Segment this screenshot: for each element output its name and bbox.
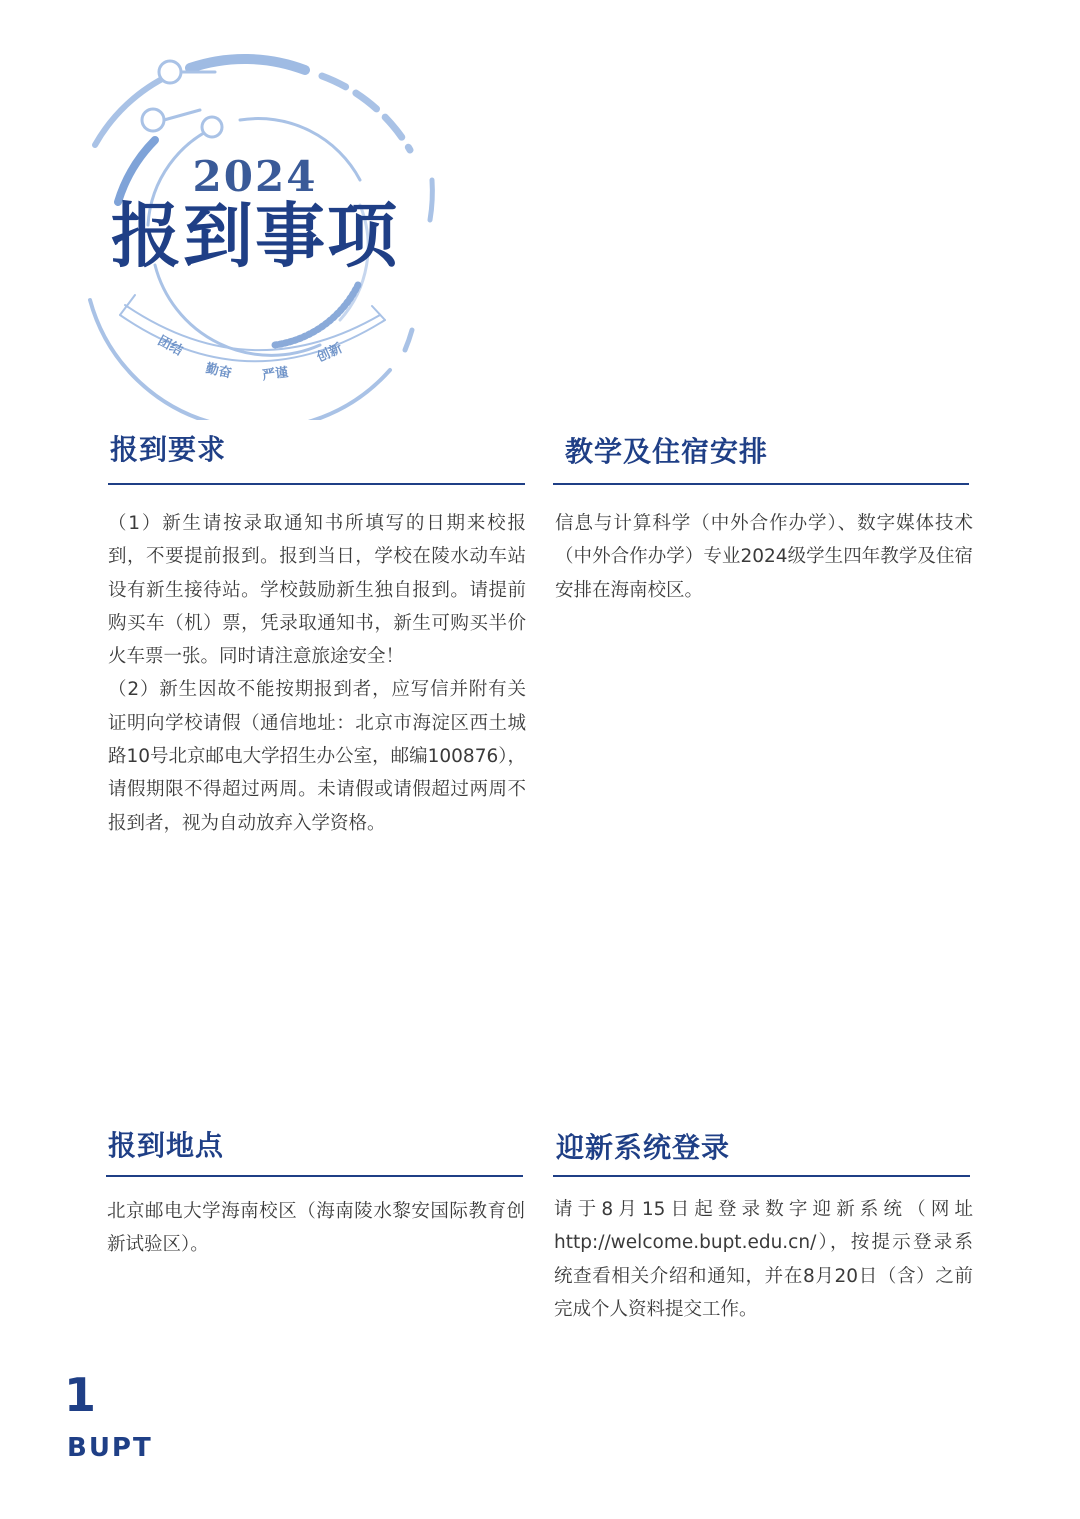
location-paragraph: 北京邮电大学海南校区（海南陵水黎安国际教育创新试验区）。 <box>107 1201 525 1256</box>
section-divider <box>108 483 525 485</box>
bupt-logo-text: BUPT <box>67 1433 153 1463</box>
page-title: 报到事项 <box>111 195 399 277</box>
requirements-paragraph-2: （2）新生因故不能按期报到者，应写信并附有关证明向学校请假（通信地址：北京市海淀区西土城路10号北京邮电大学招生办公室，邮编100876），请假期限不得超过两周。未请假或请假超过两周不报到者，视为自动放弃入学资格。 <box>108 679 526 834</box>
motto-word: 创新 <box>314 341 345 366</box>
section-requirements <box>110 428 226 468</box>
teaching-paragraph: 信息与计算科学（中外合作办学）、数字媒体技术（中外合作办学）专业2024级学生四年教学及住宿安排在海南校区。 <box>555 513 973 601</box>
requirements-body <box>108 507 526 840</box>
section-title-requirements: 报到要求 <box>110 433 227 466</box>
section-divider <box>553 483 969 485</box>
section-divider <box>106 1175 523 1177</box>
teaching-body <box>555 507 973 607</box>
section-teaching <box>565 430 768 470</box>
motto-word: 勤奋 <box>204 361 233 382</box>
section-divider <box>553 1175 970 1177</box>
section-title-location: 报到地点 <box>108 1129 225 1162</box>
login-paragraph: 请于8月15日起登录数字迎新系统（网址http://welcome.bupt.edu.cn/），按提示登录系统查看相关介绍和通知，并在8月20日（含）之前完成个人资料提交工作。 <box>554 1199 973 1320</box>
section-title-login: 迎新系统登录 <box>556 1131 731 1164</box>
section-title-teaching: 教学及住宿安排 <box>565 435 769 468</box>
motto-word: 严谨 <box>261 365 290 384</box>
header-year: 2024 <box>192 152 318 201</box>
section-login <box>556 1126 730 1166</box>
login-body <box>554 1193 973 1326</box>
requirements-paragraph-1: （1）新生请按录取通知书所填写的日期来校报到，不要提前报到。报到当日，学校在陵水动车站设有新生接待站。学校鼓励新生独自报到。请提前购买车（机）票，凭录取通知书，新生可购买半价火车票一张。同时请注意旅途安全！ <box>108 513 526 668</box>
page-number: 1 <box>64 1368 97 1422</box>
section-location <box>108 1124 224 1164</box>
motto-word: 团结 <box>155 333 186 359</box>
location-body <box>107 1195 525 1262</box>
